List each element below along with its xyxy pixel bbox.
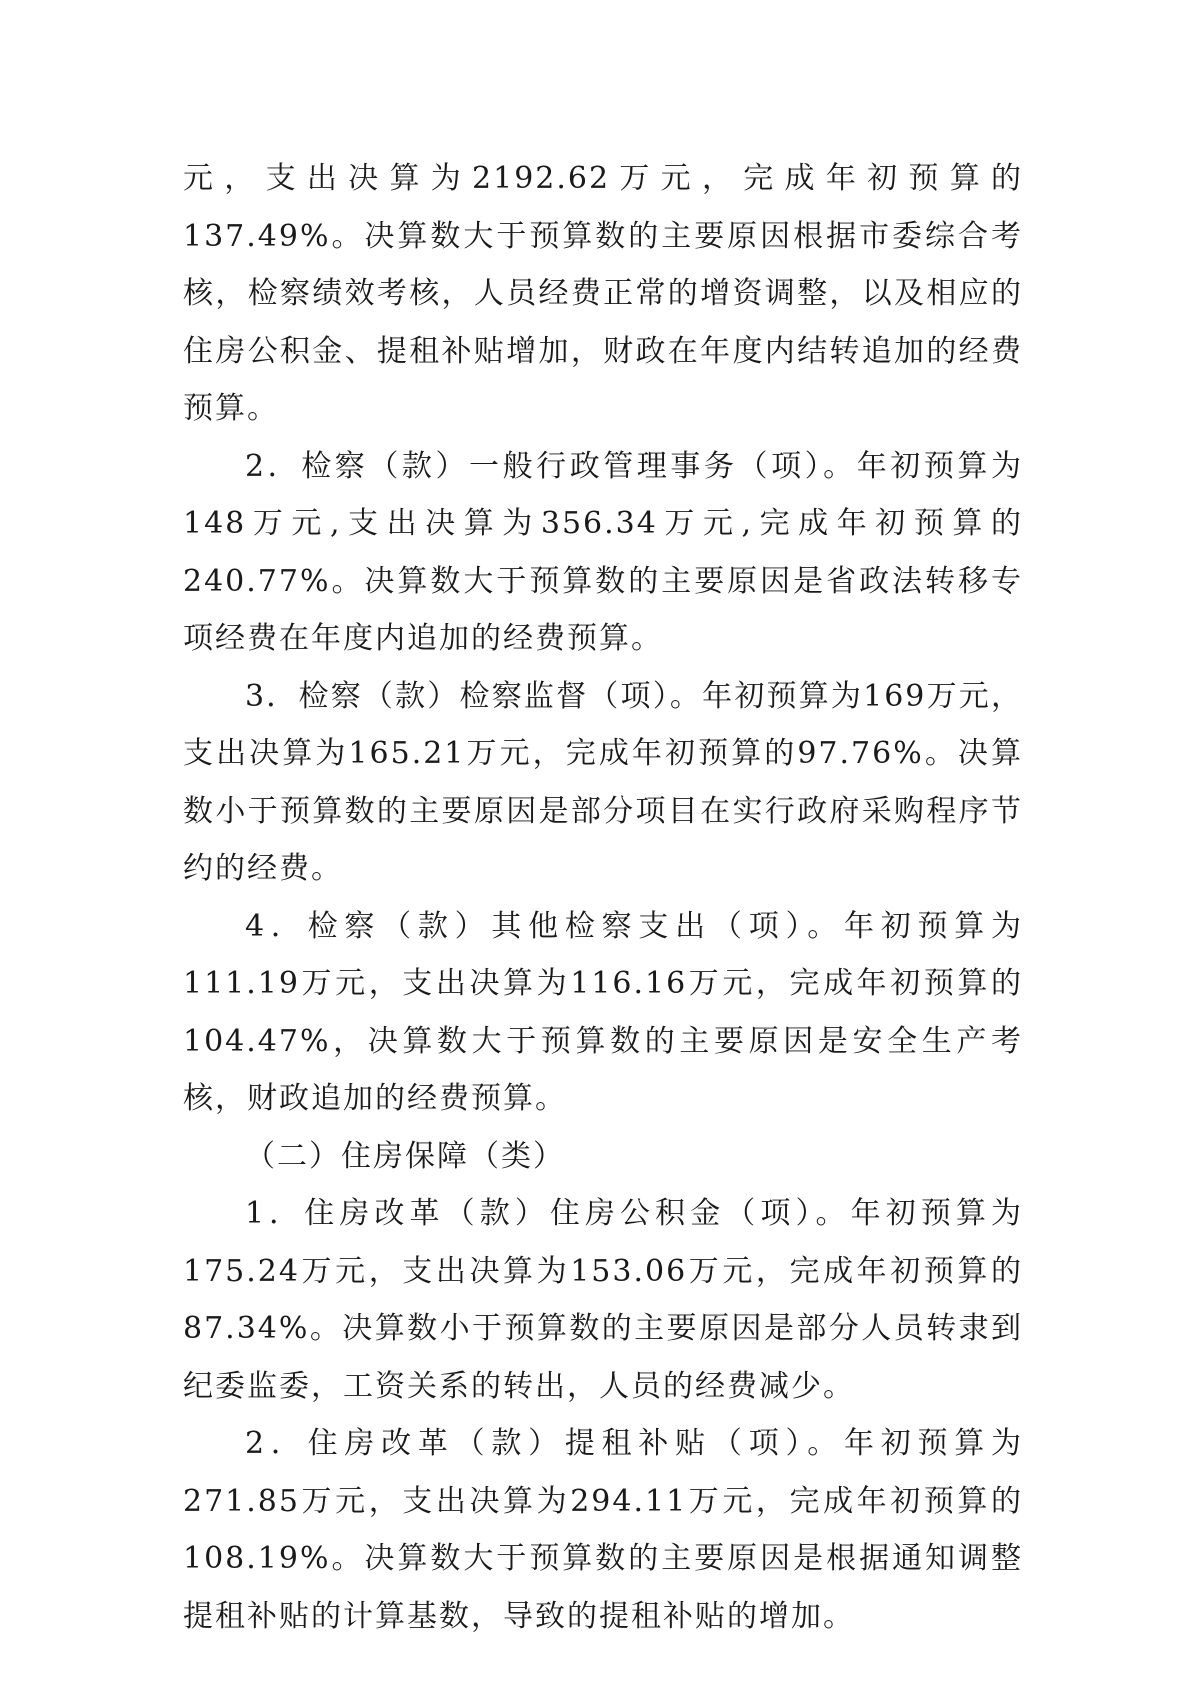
paragraph-rent-subsidy: 2．住房改革（款）提租补贴（项）。年初预算为271.85万元，支出决算为294.11万元，完成年初预算的108.19%。决算数大于预算数的主要原因是根据通知调整提租补贴的计算基数，导致的提租补贴的增加。 xyxy=(183,1426,1023,1634)
paragraph-housing-fund: 1．住房改革（款）住房公积金（项）。年初预算为175.24万元，支出决算为153.06万元，完成年初预算的87.34%。决算数小于预算数的主要原因是部分人员转隶到纪委监委，工资关系的转出，人员的经费减少。 xyxy=(183,1196,1023,1404)
paragraph-item-3-supervision: 3．检察（款）检察监督（项）。年初预算为169万元，支出决算为165.21万元，完成年初预算的97.76%。决算数小于预算数的主要原因是部分项目在实行政府采购程序节约的经费。 xyxy=(183,678,1023,886)
paragraph-item-2-general-admin: 2．检察（款）一般行政管理事务（项）。年初预算为148万元,支出决算为356.34万元,完成年初预算的240.77%。决算数大于预算数的主要原因是省政法转移专项经费在年度内追加的经费预算。 xyxy=(183,448,1023,656)
section-heading-housing: （二）住房保障（类） xyxy=(245,1138,565,1174)
paragraph-continuation: 元，支出决算为2192.62万元，完成年初预算的137.49%。决算数大于预算数的主要原因根据市委综合考核，检察绩效考核，人员经费正常的增资调整，以及相应的住房公积金、提租补贴增加，财政在年度内结转追加的经费预算。 xyxy=(183,161,1023,426)
paragraph-item-4-other-expenditure: 4．检察（款）其他检察支出（项）。年初预算为111.19万元，支出决算为116.16万元，完成年初预算的104.47%，决算数大于预算数的主要原因是安全生产考核，财政追加的经费预算。 xyxy=(183,908,1023,1116)
document-body xyxy=(183,150,1023,1645)
